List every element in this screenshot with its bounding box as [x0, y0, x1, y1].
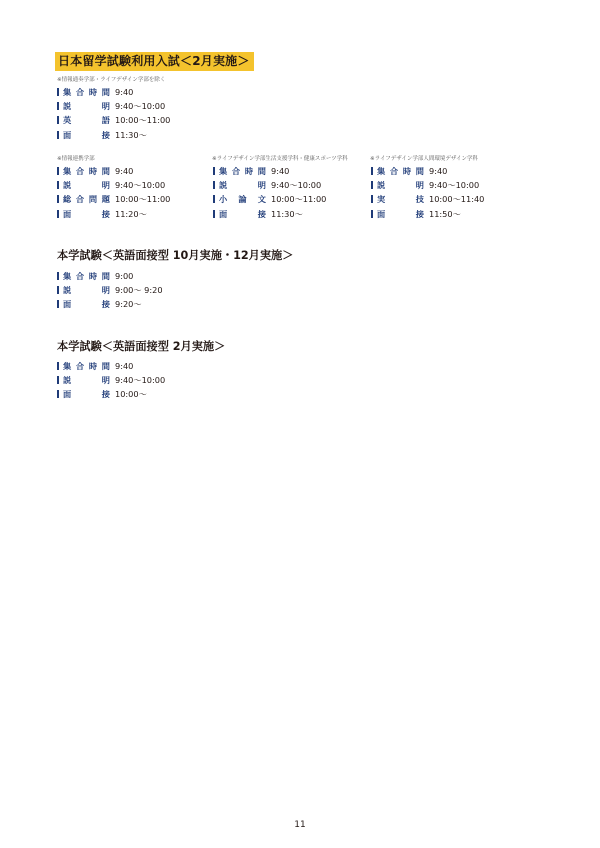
label-char: 間 — [415, 166, 424, 176]
label-char: 時 — [244, 166, 254, 176]
label-char: 問 — [88, 194, 98, 205]
schedule-time: 9:40～10:00 — [115, 101, 166, 112]
label-char: 時 — [88, 271, 98, 281]
column3-note: ※ライフデザイン学部人間環境デザイン学科 — [370, 156, 479, 162]
schedule-time: 9:00 — [115, 271, 134, 281]
schedule-label — [377, 165, 424, 177]
label-char: 説 — [63, 180, 72, 191]
label-char: 合 — [75, 166, 85, 176]
label-char: 集 — [377, 166, 386, 176]
schedule-label — [219, 179, 266, 191]
schedule-time: 11:30～ — [115, 129, 147, 140]
label-char: 時 — [88, 361, 98, 371]
schedule-time: 9:40～10:00 — [429, 180, 480, 191]
schedule-time: 9:40 — [115, 166, 134, 176]
label-marker — [371, 195, 373, 203]
label-char: 面 — [63, 129, 72, 140]
label-char: 間 — [101, 166, 110, 176]
label-char: 明 — [257, 180, 266, 191]
schedule-time: 10:00～ — [115, 389, 147, 400]
schedule-label — [377, 193, 424, 205]
label-char: 面 — [63, 299, 72, 310]
schedule-time: 9:20～ — [115, 299, 142, 310]
label-char: 間 — [101, 271, 110, 281]
schedule-time: 9:40 — [115, 87, 134, 97]
label-char: 集 — [63, 166, 72, 176]
label-marker — [57, 181, 59, 189]
label-char: 間 — [101, 87, 110, 97]
label-char: 接 — [415, 208, 424, 219]
schedule-label — [63, 360, 110, 372]
schedule-label — [219, 165, 266, 177]
schedule-time: 9:40 — [429, 166, 448, 176]
schedule-time: 9:00～ 9:20 — [115, 285, 163, 296]
label-char: 面 — [219, 208, 228, 219]
label-marker — [371, 210, 373, 218]
label-marker — [57, 116, 59, 124]
label-char: 合 — [389, 166, 399, 176]
label-char: 説 — [219, 180, 228, 191]
column1-note: ※情報連携学部 — [57, 156, 95, 162]
label-char: 説 — [63, 375, 72, 386]
schedule-time: 9:40～10:00 — [115, 180, 166, 191]
label-char: 明 — [101, 285, 110, 296]
schedule-label — [219, 193, 266, 205]
label-char: 技 — [415, 194, 424, 205]
schedule-label — [63, 100, 110, 112]
label-char: 合 — [75, 271, 85, 281]
section2-title: 本学試験＜英語面接型 10月実施・12月実施＞ — [57, 249, 294, 262]
schedule-label — [63, 388, 110, 400]
label-char: 合 — [75, 87, 85, 97]
schedule-time: 9:40 — [271, 166, 290, 176]
schedule-time: 9:40～10:00 — [115, 375, 166, 386]
schedule-time: 9:40～10:00 — [271, 180, 322, 191]
label-marker — [213, 181, 215, 189]
page-number: 11 — [294, 820, 306, 830]
schedule-label — [63, 298, 110, 310]
label-char: 面 — [63, 208, 72, 219]
label-marker — [57, 286, 59, 294]
label-marker — [57, 376, 59, 384]
schedule-label — [63, 86, 110, 98]
label-marker — [213, 210, 215, 218]
section1-note: ※情報通奏学部・ライフデザイン学部を除く — [57, 77, 166, 83]
label-marker — [57, 195, 59, 203]
schedule-label — [63, 374, 110, 386]
column2-note: ※ライフデザイン学部生活支援学科・健康スポーツ学科 — [212, 156, 348, 162]
schedule-label — [63, 270, 110, 282]
label-char: 説 — [63, 285, 72, 296]
label-char: 合 — [75, 361, 85, 371]
label-char: 間 — [257, 166, 266, 176]
label-char: 接 — [101, 299, 110, 310]
label-char: 語 — [101, 115, 110, 126]
label-char: 明 — [101, 375, 110, 386]
label-marker — [213, 167, 215, 175]
label-marker — [213, 195, 215, 203]
section1-title: 日本留学試験利用入試＜2月実施＞ — [55, 52, 254, 71]
label-char: 接 — [101, 389, 110, 400]
label-marker — [371, 181, 373, 189]
section3-title: 本学試験＜英語面接型 2月実施＞ — [57, 340, 226, 353]
schedule-label — [377, 208, 424, 220]
label-char: 説 — [63, 101, 72, 112]
label-marker — [57, 362, 59, 370]
label-char: 文 — [257, 194, 266, 205]
label-marker — [57, 300, 59, 308]
label-marker — [57, 390, 59, 398]
schedule-time: 10:00～11:00 — [271, 194, 327, 205]
schedule-time: 11:30～ — [271, 208, 303, 219]
label-char: 接 — [101, 208, 110, 219]
label-char: 論 — [238, 194, 247, 205]
label-marker — [57, 88, 59, 96]
schedule-label — [63, 193, 110, 205]
schedule-time: 11:50～ — [429, 208, 461, 219]
label-char: 接 — [101, 129, 110, 140]
schedule-label — [63, 129, 110, 141]
label-char: 合 — [231, 166, 241, 176]
label-char: 集 — [219, 166, 228, 176]
label-char: 合 — [75, 194, 85, 205]
schedule-label — [63, 114, 110, 126]
label-char: 明 — [101, 101, 110, 112]
label-char: 集 — [63, 361, 72, 371]
label-marker — [57, 272, 59, 280]
schedule-time: 10:00～11:40 — [429, 194, 485, 205]
schedule-label — [63, 165, 110, 177]
label-char: 面 — [377, 208, 386, 219]
label-marker — [57, 167, 59, 175]
schedule-label — [377, 179, 424, 191]
label-char: 集 — [63, 87, 72, 97]
label-char: 明 — [101, 180, 110, 191]
label-char: 実 — [377, 194, 386, 205]
label-char: 時 — [88, 166, 98, 176]
schedule-label — [63, 179, 110, 191]
label-marker — [57, 210, 59, 218]
schedule-time: 10:00～11:00 — [115, 115, 171, 126]
label-char: 時 — [402, 166, 412, 176]
schedule-time: 11:20～ — [115, 208, 147, 219]
label-marker — [57, 102, 59, 110]
label-char: 時 — [88, 87, 98, 97]
schedule-label — [63, 208, 110, 220]
label-marker — [371, 167, 373, 175]
label-char: 英 — [63, 115, 72, 126]
label-char: 集 — [63, 271, 72, 281]
schedule-label — [63, 284, 110, 296]
label-char: 総 — [63, 194, 72, 205]
label-char: 間 — [101, 361, 110, 371]
label-marker — [57, 131, 59, 139]
label-char: 題 — [101, 194, 110, 205]
label-char: 面 — [63, 389, 72, 400]
label-char: 明 — [415, 180, 424, 191]
label-char: 小 — [219, 194, 228, 205]
schedule-label — [219, 208, 266, 220]
schedule-time: 9:40 — [115, 361, 134, 371]
label-char: 説 — [377, 180, 386, 191]
label-char: 接 — [257, 208, 266, 219]
schedule-time: 10:00～11:00 — [115, 194, 171, 205]
